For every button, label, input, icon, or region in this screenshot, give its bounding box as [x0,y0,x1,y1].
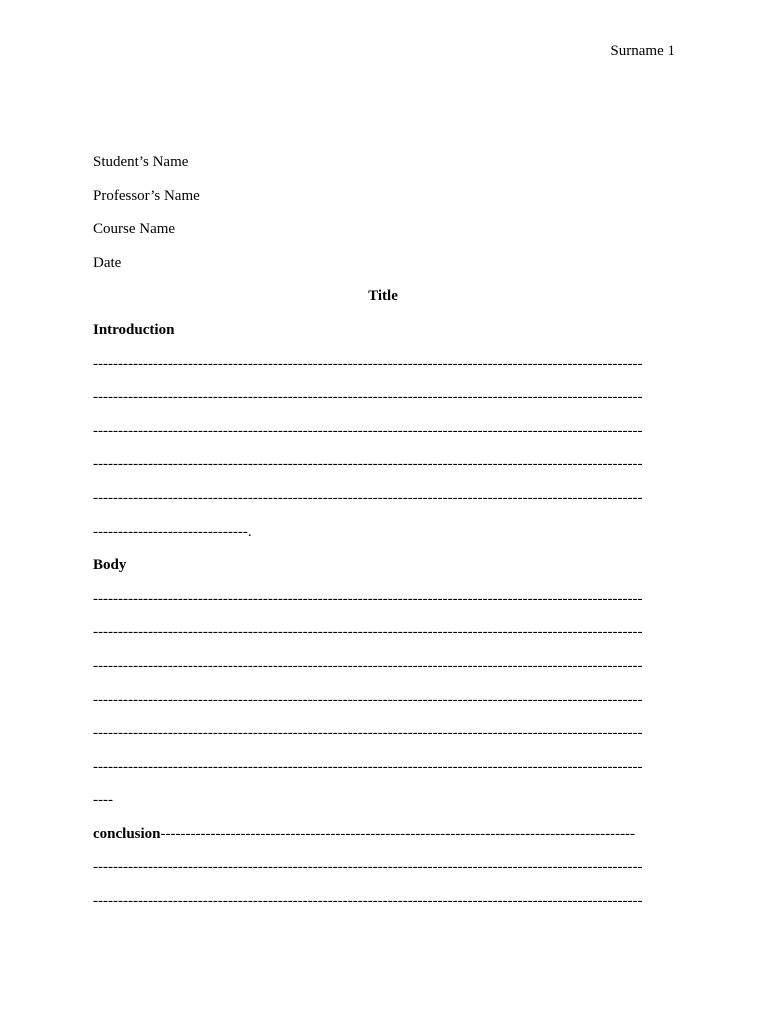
professor-name-line: Professor’s Name [93,187,200,204]
document-body [93,153,673,926]
conclusion-heading: conclusion [93,825,161,842]
body-line: -------------------------------------------------------------------------------------------------------------- [93,758,643,775]
body-line: -------------------------------------------------------------------------------------------------------------- [93,624,643,641]
conclusion-text-line: -------------------------------------------------------------------------------------------------------------- [93,859,643,876]
body-line: -------------------------------------------------------------------------------------------------------------- [93,657,643,674]
conclusion-line [93,825,673,859]
introduction-line: -------------------------------------------------------------------------------------------------------------- [93,456,643,473]
body-line: -------------------------------------------------------------------------------------------------------------- [93,590,643,607]
course-name-line: Course Name [93,221,176,238]
conclusion-text-line: -------------------------------------------------------------------------------------------------------------- [93,893,643,910]
introduction-line: -------------------------------------------------------------------------------------------------------------- [93,389,643,406]
document-title: Title [368,288,398,305]
body-line: -------------------------------------------------------------------------------------------------------------- [93,725,643,742]
introduction-line: -------------------------------. [93,523,252,540]
body-line: ---- [93,792,113,809]
introduction-heading: Introduction [93,321,175,338]
student-name-line: Student’s Name [93,154,189,170]
body-heading: Body [93,557,127,574]
conclusion-trailing-dashes: ----------------------------------------------------------------------------------------------- [160,825,636,842]
introduction-line: -------------------------------------------------------------------------------------------------------------- [93,355,643,372]
body-line: -------------------------------------------------------------------------------------------------------------- [93,691,643,708]
page-header-surname: Surname 1 [610,43,675,59]
introduction-line: -------------------------------------------------------------------------------------------------------------- [93,422,643,439]
date-line: Date [93,254,122,271]
introduction-line: -------------------------------------------------------------------------------------------------------------- [93,489,643,506]
